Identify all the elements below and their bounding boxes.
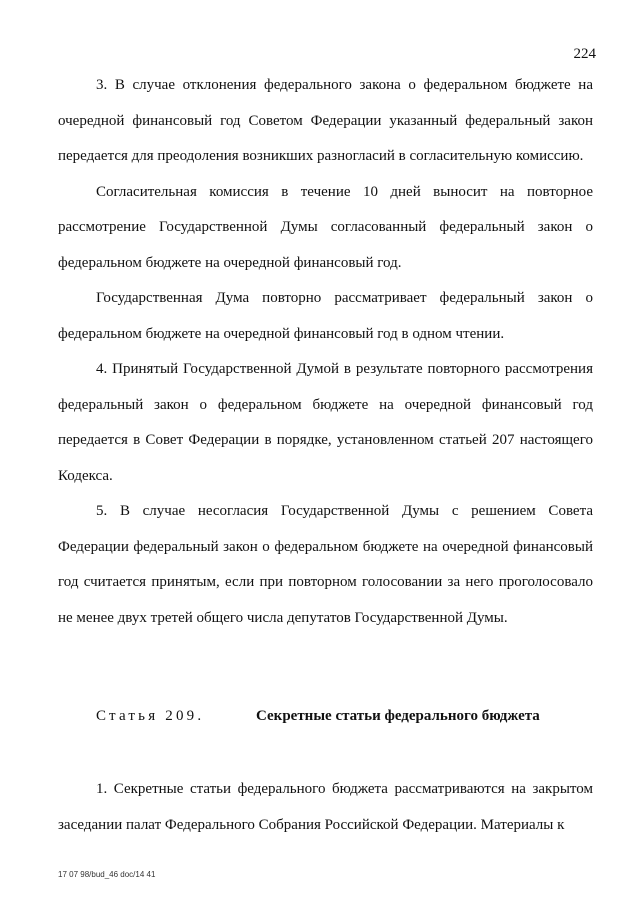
paragraph: 4. Принятый Государственной Думой в результате повторного рассмотрения федеральный закон о федеральном бюджете на очередной финансовый год передается в Совет Федерации в порядке, установленном статьей 207 настоящего Кодекса. [58, 361, 593, 484]
article-title: Секретные статьи федерального бюджета [256, 708, 540, 724]
page-number: 224 [573, 46, 596, 62]
paragraph: Согласительная комиссия в течение 10 дней выносит на повторное рассмотрение Государственной Думы согласованный федеральный закон о федеральном бюджете на очередной финансовый год. [58, 183, 593, 271]
paragraph: Государственная Дума повторно рассматривает федеральный закон о федеральном бюджете на очередной финансовый год в одном чтении. [58, 290, 593, 342]
footer-document-id: 17 07 98/bud_46 doc/14 41 [58, 870, 156, 879]
paragraph: 3. В случае отклонения федерального закона о федеральном бюджете на очередной финансовый год Советом Федерации указанный федеральный закон передается для преодоления возникших разногласий в согласительную комиссию. [58, 77, 593, 164]
paragraph: 5. В случае несогласия Государственной Думы с решением Совета Федерации федеральный закон о федеральном бюджете на очередной финансовый год считается принятым, если при повторном голосовании за него проголосовало не менее двух третей общего числа депутатов Государственной Думы. [58, 503, 593, 626]
body-text [58, 68, 593, 636]
article-heading [96, 704, 596, 728]
paragraph: 1. Секретные статьи федерального бюджета рассматриваются на закрытом заседании палат Федерального Собрания Российской Федерации. Материалы к [58, 781, 593, 833]
article-body-text [58, 772, 593, 843]
article-label: Статья 209. [96, 708, 205, 724]
